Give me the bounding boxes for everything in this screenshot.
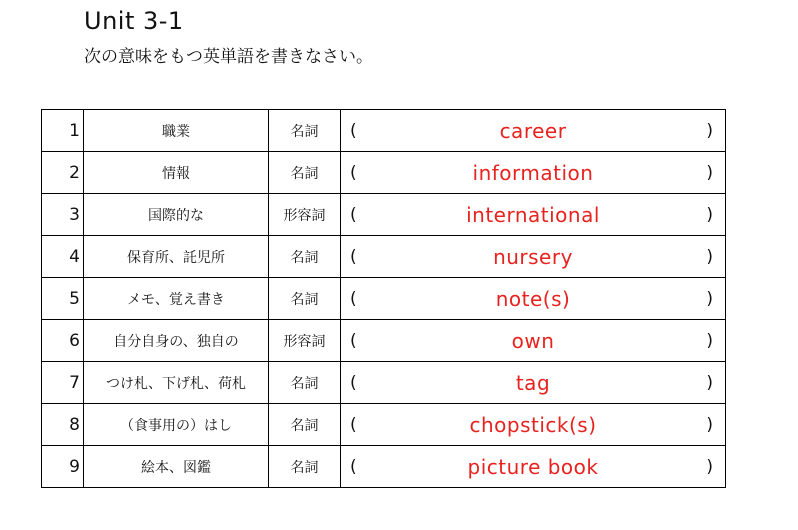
table-row: [42, 110, 726, 152]
answer-cell: [341, 404, 726, 446]
japanese-meaning: 自分自身の、独自の: [84, 320, 269, 362]
part-of-speech: 名詞: [269, 152, 341, 194]
instruction-text: 次の意味をもつ英単語を書きなさい。: [84, 47, 373, 67]
part-of-speech: 名詞: [269, 404, 341, 446]
english-answer: career: [499, 118, 567, 143]
part-of-speech: 名詞: [269, 446, 341, 488]
answer-cell: [341, 152, 726, 194]
table-row: [42, 152, 726, 194]
part-of-speech: 名詞: [269, 278, 341, 320]
close-paren: ): [706, 162, 713, 183]
close-paren: ): [706, 246, 713, 267]
row-number: 2: [42, 152, 84, 194]
english-answer: picture book: [467, 454, 599, 479]
row-number: 8: [42, 404, 84, 446]
close-paren: ): [706, 120, 713, 141]
close-paren: ): [706, 372, 713, 393]
open-paren: (: [350, 372, 357, 393]
table-row: [42, 194, 726, 236]
table-row: [42, 404, 726, 446]
close-paren: ): [706, 204, 713, 225]
japanese-meaning: 保育所、託児所: [84, 236, 269, 278]
english-answer: information: [472, 160, 594, 185]
japanese-meaning: 絵本、図鑑: [84, 446, 269, 488]
close-paren: ): [706, 456, 713, 477]
row-number: 4: [42, 236, 84, 278]
english-answer: chopstick(s): [469, 412, 597, 437]
answer-cell: [341, 194, 726, 236]
open-paren: (: [350, 456, 357, 477]
japanese-meaning: つけ札、下げ札、荷札: [84, 362, 269, 404]
open-paren: (: [350, 162, 357, 183]
row-number: 7: [42, 362, 84, 404]
english-answer: own: [511, 328, 555, 353]
japanese-meaning: 情報: [84, 152, 269, 194]
open-paren: (: [350, 204, 357, 225]
open-paren: (: [350, 330, 357, 351]
close-paren: ): [706, 288, 713, 309]
open-paren: (: [350, 288, 357, 309]
open-paren: (: [350, 120, 357, 141]
table-row: [42, 236, 726, 278]
row-number: 1: [42, 110, 84, 152]
table-row: [42, 446, 726, 488]
part-of-speech: 名詞: [269, 362, 341, 404]
japanese-meaning: メモ、覚え書き: [84, 278, 269, 320]
open-paren: (: [350, 246, 357, 267]
japanese-meaning: 職業: [84, 110, 269, 152]
close-paren: ): [706, 330, 713, 351]
japanese-meaning: 国際的な: [84, 194, 269, 236]
part-of-speech: 名詞: [269, 236, 341, 278]
table-row: [42, 320, 726, 362]
english-answer: nursery: [493, 244, 573, 269]
answer-cell: [341, 362, 726, 404]
answer-cell: [341, 278, 726, 320]
part-of-speech: 形容詞: [269, 320, 341, 362]
vocabulary-table-body: [42, 110, 726, 488]
part-of-speech: 名詞: [269, 110, 341, 152]
row-number: 5: [42, 278, 84, 320]
table-row: [42, 362, 726, 404]
table-row: [42, 278, 726, 320]
open-paren: (: [350, 414, 357, 435]
answer-cell: [341, 236, 726, 278]
part-of-speech: 形容詞: [269, 194, 341, 236]
answer-cell: [341, 110, 726, 152]
answer-cell: [341, 320, 726, 362]
close-paren: ): [706, 414, 713, 435]
english-answer: international: [466, 202, 600, 227]
row-number: 6: [42, 320, 84, 362]
english-answer: tag: [515, 370, 551, 395]
answer-cell: [341, 446, 726, 488]
row-number: 9: [42, 446, 84, 488]
row-number: 3: [42, 194, 84, 236]
japanese-meaning: （食事用の）はし: [84, 404, 269, 446]
vocabulary-table: [41, 109, 726, 488]
page-title: Unit 3-1: [84, 7, 184, 35]
english-answer: note(s): [495, 286, 571, 311]
